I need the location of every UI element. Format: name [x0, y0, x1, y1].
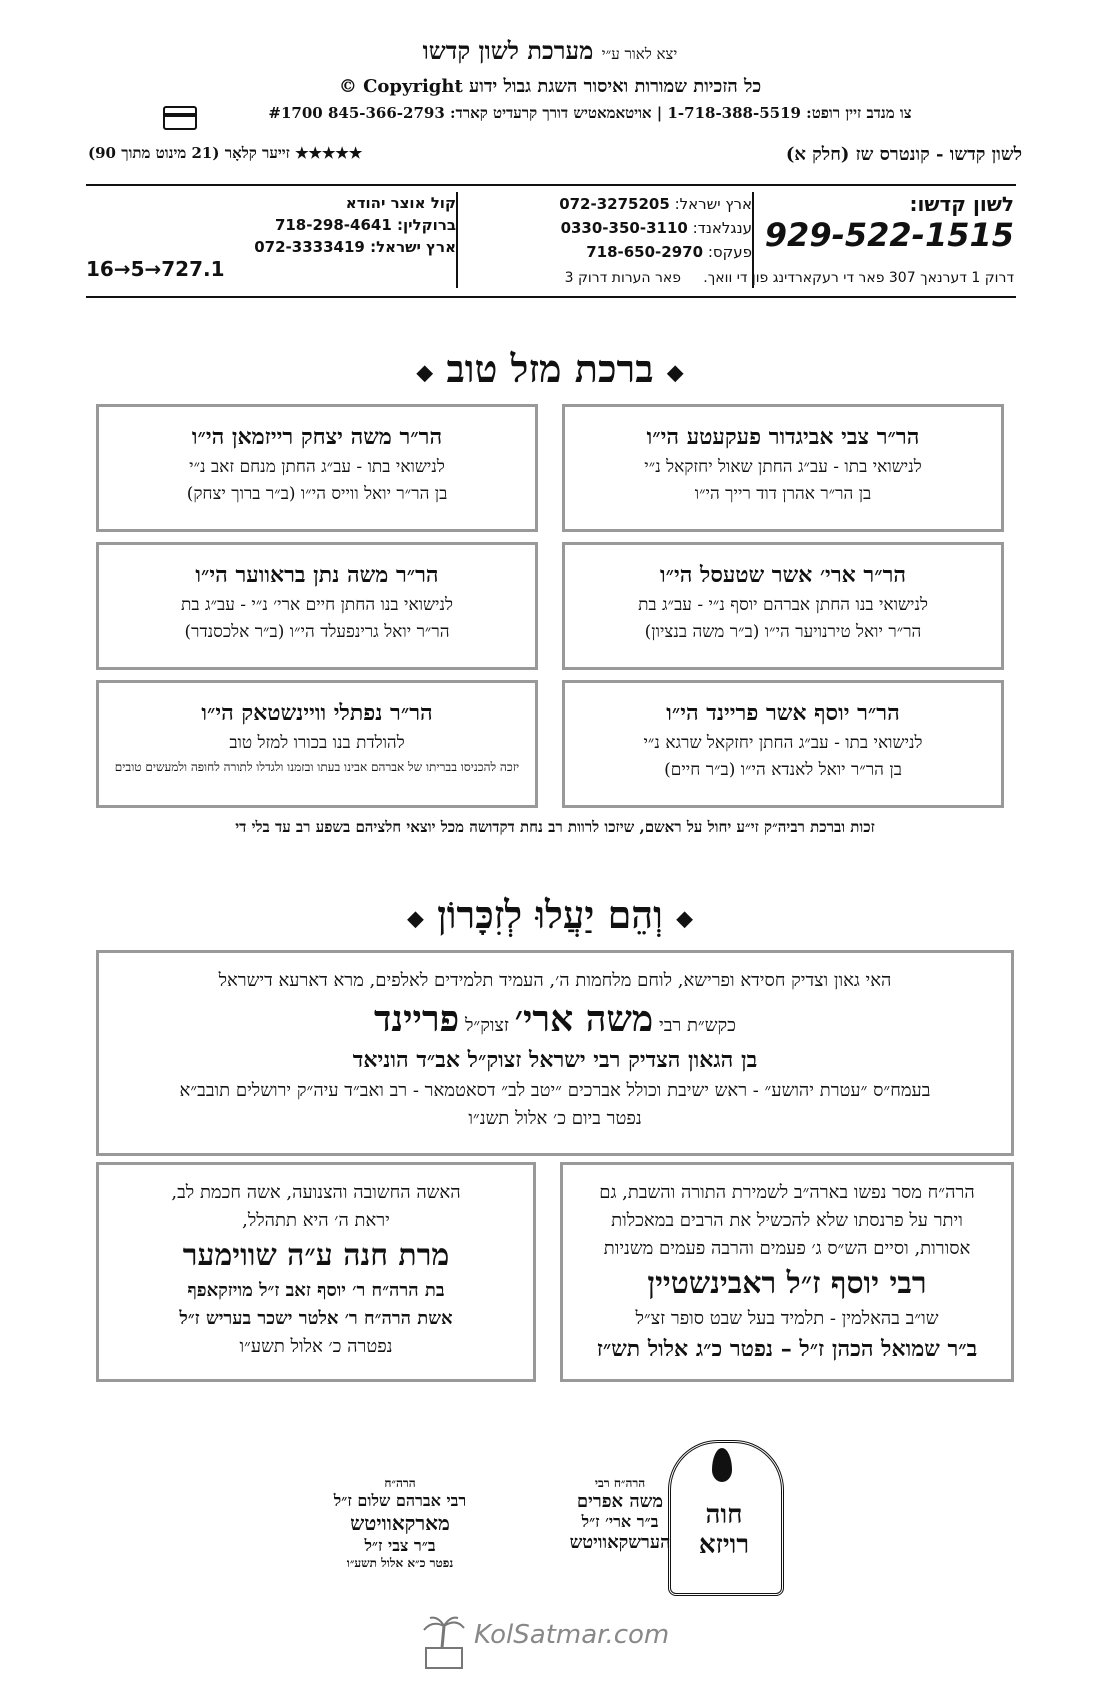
card-line: לנישואי בנו החתן אברהם יוסף נ״י - עב״ג בת	[638, 595, 928, 615]
note-line: ב״ר צבי ז״ל	[364, 1536, 436, 1555]
card-line: לנישואי בתו - עב״ג החתן מנחם זאב נ״י	[189, 457, 445, 477]
press-instructions: דרוק 1 דערנאך 307 פאר די רעקארדינג פון די וואך.	[703, 270, 1014, 286]
bullet-icon: ◆	[666, 359, 684, 386]
logo-text: חוה רויזא	[698, 1500, 750, 1560]
mem-line: נפטרה כ׳ אלול תשע״ו	[239, 1336, 393, 1357]
note-line: רבי אברהם שלום ז״ל	[333, 1491, 467, 1510]
bullet-icon: ◆	[406, 905, 424, 932]
header-main: מערכת לשון קדשו	[422, 36, 594, 65]
phone-title: לשון קדשו:	[909, 192, 1014, 216]
copyright-line: כל הזכיות שמורות ואיסור השגת גבול ידוע Copyright ©	[338, 76, 762, 97]
bullet-icon: ◆	[416, 359, 434, 386]
dial-code: 16→5→727.1	[86, 257, 225, 281]
card-line: בן הר״ר אהרן דוד רייך הי״ו	[694, 484, 872, 504]
mem-line: הרה״ח מסר נפשו בארה״ב לשמירת התורה והשבת, גם	[599, 1182, 975, 1203]
card-name: הר״ר משה נתן בראווער הי״ו	[195, 562, 439, 588]
card-name: הר״ר משה יצחק רייזמאן הי״ו	[191, 424, 443, 450]
mazal-card	[96, 680, 538, 808]
mazal-card	[562, 542, 1004, 670]
donation-line: צו מנדב זיין רופט: 1-718-388-5519 | אויטאמאטיש דורך קרעדיט קארד: 845-366-2793 #1700	[268, 104, 912, 122]
notes-instructions: פאר הערות דרוק 3	[564, 270, 682, 286]
mazal-card	[562, 680, 1004, 808]
card-name: הר״ר נפתלי וויינשטאק הי״ו	[201, 700, 433, 726]
card-name: הר״ר צבי אביגדור פעקעטע הי״ו	[646, 424, 920, 450]
card-line: לנישואי בנו החתן חיים ארי׳ נ״י - עב״ג בת	[181, 595, 453, 615]
blessing-line: זכות וברכת רביה״ק זי״ע יחול על ראשם, שיזכו לרוות רב נחת דקדושה מכל יוצאי חלציהם בשפע רב עד בלי די	[235, 818, 875, 836]
mem-line: האשה החשובה והצנועה, אשה חכמת לב,	[171, 1182, 461, 1203]
card-name: הר״ר יוסף אשר פריינד הי״ו	[666, 700, 900, 726]
card-line: הר״ר יואל טירנויער הי״ו (ב״ר משה בנציון)	[644, 622, 922, 642]
fax-label: פעקס:	[707, 243, 752, 261]
mem-line: האי גאון וצדיק חסידא ופרישא, לוחם מלחמות ה׳, העמיד תלמידים לאלפים, מרא דארעא דישראל	[218, 970, 892, 991]
note-line: מארקאוויטש	[350, 1511, 450, 1535]
mem-line: ב״ר שמואל הכהן ז״ל – נפטר כ״ג אלול תש״ז	[596, 1336, 978, 1362]
mem-prefix: כקש״ת רבי	[659, 1015, 736, 1036]
israel-label: ארץ ישראל:	[674, 195, 752, 213]
card-line: הר״ר יואל גרינפעלד הי״ו (ב״ר אלכסנדר)	[184, 622, 450, 642]
israel-number[interactable]: 072-3275205	[559, 195, 670, 213]
mem-line: אשת הרה״ח ר׳ אלטר ישכר בעריש ז״ל	[179, 1308, 453, 1329]
credit-card-icon	[163, 106, 197, 130]
mem-name: משה ארי׳	[514, 998, 654, 1040]
mem-line: שו״ב בהאלמין - תלמיד בעל שבט סופר זצ״ל	[635, 1308, 939, 1329]
note-line: נפטר כ״א אלול תשע״ו	[346, 1556, 454, 1570]
mem-name-line	[111, 998, 999, 1040]
header-title	[0, 36, 1100, 66]
main-phone-number[interactable]: 929-522-1515	[764, 216, 1014, 254]
mem-name: מרת חנה ע״ה שווימער	[182, 1238, 450, 1273]
mem-line: בעמח״ס ״עטרת יהושע״ - ראש ישיבת וכולל אברכים ״יטב לב״ דסאטמאר - רב ואב״ד עיה״ק ירושלים תובב״א	[179, 1080, 931, 1101]
card-note: יזכה להכניסו בבריתו של אברהם אבינו בעתו ובזמנו ולגדלו לתורה לחופה ולמעשים טובים	[114, 760, 520, 774]
memorial-title	[0, 892, 1100, 938]
bullet-icon: ◆	[676, 905, 694, 932]
memorial-note	[300, 1476, 500, 1571]
mem-line: ויתר על פרנסתו שלא להכשיל את הרבים במאכלות	[611, 1210, 963, 1231]
header-small: יצא לאור ע״י	[601, 45, 678, 63]
card-line: לנישואי בתו - עב״ג החתן יחזקאל שרגא נ״י	[643, 733, 923, 753]
rating-line: ★★★★★ זייער קלאָר (21 מינוט מתוך 90)	[88, 144, 363, 162]
note-line: הרה״ח רבי	[594, 1476, 646, 1490]
note-line: הערשקאוויטש	[569, 1532, 671, 1553]
mem-line: יראת ה׳ היא תתהלל,	[242, 1210, 390, 1231]
card-line: להולדת בנו בכורו למזל טוב	[229, 733, 405, 753]
memorial-text: וְהֵם יַעֲלוּ לְזִכָּרוֹן	[437, 892, 663, 937]
memorial-card	[96, 1162, 536, 1382]
kol-otzar-column	[86, 192, 456, 280]
card-line: בן הר״ר יואל לאנדא הי״ו (ב״ר חיים)	[664, 760, 902, 780]
england-label: ענגלאנד:	[692, 219, 752, 237]
mazal-card	[96, 542, 538, 670]
mazal-tov-title	[0, 346, 1100, 392]
mem-name: רבי יוסף ז״ל ראבינשטיין	[647, 1266, 927, 1301]
palm-tree-icon	[420, 1614, 468, 1670]
mem-title: זצוק״ל	[464, 1015, 509, 1036]
series-title: לשון קדשו - קונטרס שז (חלק א)	[785, 144, 1022, 165]
mem-line: נפטר ביום כ׳ אלול תשנ״ו	[468, 1108, 642, 1129]
card-line: לנישואי בתו - עב״ג החתן שאול יחזקאל נ״י	[644, 457, 922, 477]
mem-surname: פריינד	[374, 998, 460, 1040]
memorial-card	[560, 1162, 1014, 1382]
mem-line: אסורות, וסיים הש״ס ג׳ פעמים והרבה פעמים משניות	[603, 1238, 971, 1259]
note-line: ב״ר ארי׳ ז״ל	[581, 1512, 659, 1531]
mazal-card	[562, 404, 1004, 532]
eretz-phone[interactable]: ארץ ישראל: 072-3333419	[254, 238, 456, 256]
mem-line: בן הגאון הצדיק רבי ישראל זצוק״ל אב״ד הוניאד	[352, 1047, 758, 1073]
card-line: בן הר״ר יואל ווייס הי״ו (ב״ר ברוך יצחק)	[186, 484, 448, 504]
mazal-tov-text: ברכת מזל טוב	[446, 346, 654, 391]
note-line: הרה״ח	[384, 1476, 416, 1490]
england-number[interactable]: 0330-350-3110	[560, 219, 688, 237]
kol-title: קול אוצר יהודא	[345, 194, 456, 212]
mazal-card	[96, 404, 538, 532]
mem-line: בת הרה״ח ר׳ יוסף זאב ז״ל מויזקאפף	[187, 1280, 445, 1301]
fax-number[interactable]: 718-650-2970	[586, 243, 704, 261]
note-line: משה אפרים	[576, 1491, 664, 1512]
site-link[interactable]: KolSatmar.com	[474, 1620, 670, 1650]
memorial-main-card	[96, 950, 1014, 1156]
intl-phones	[452, 192, 752, 264]
brooklyn-phone[interactable]: ברוקלין: 718-298-4641	[274, 216, 456, 234]
main-phone-column	[764, 192, 1014, 254]
card-name: הר״ר ארי׳ אשר שטעסל הי״ו	[659, 562, 907, 588]
